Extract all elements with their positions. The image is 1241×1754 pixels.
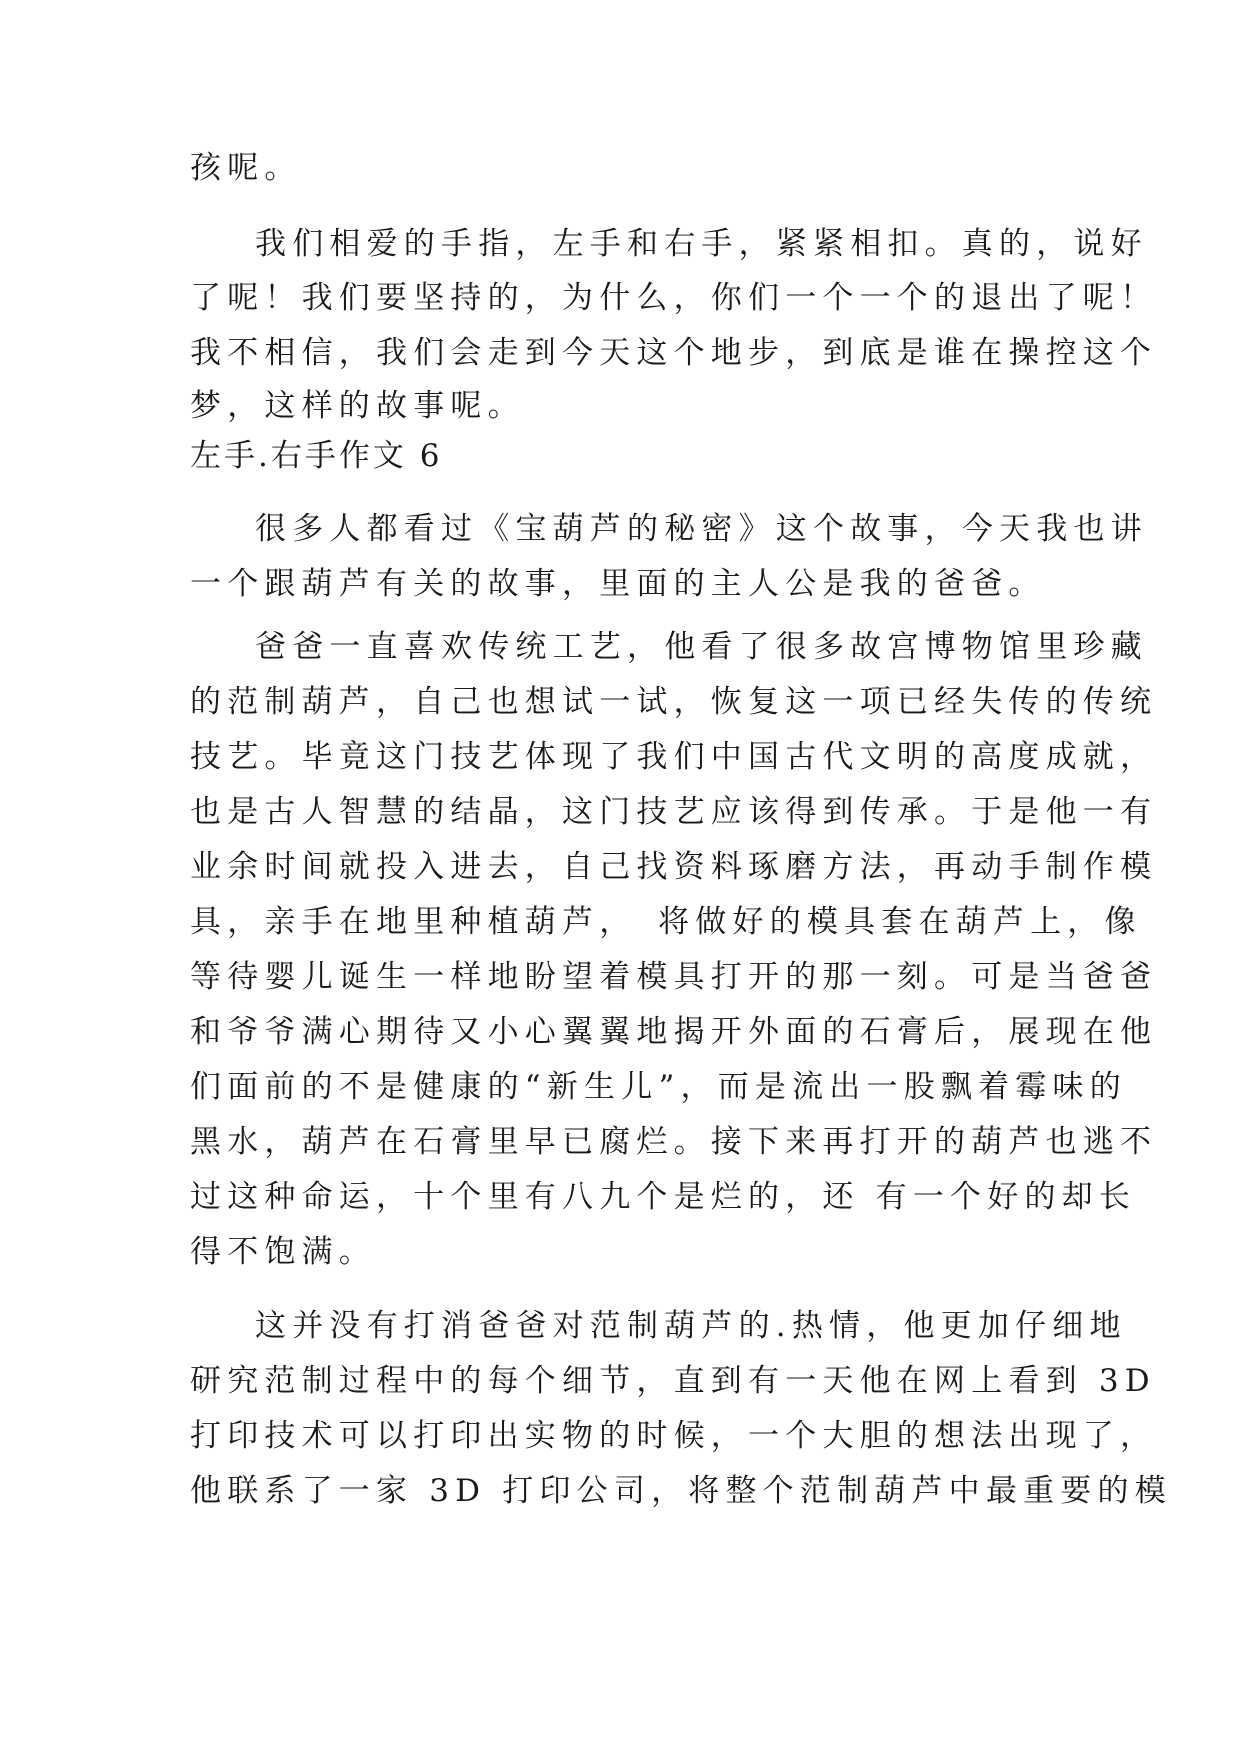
paragraph-first-line: 爸爸一直喜欢传统工艺，他看了很多故宫博物馆里珍藏 (255, 629, 1148, 665)
text-line: 黑水，葫芦在石膏里早已腐烂。接下来再打开的葫芦也逃不 (190, 1124, 1158, 1160)
paragraph-first-line: 我们相爱的手指，左手和右手，紧紧相扣。真的，说好 (255, 226, 1148, 262)
text-line: 他联系了一家 3D 打印公司，将整个范制葫芦中最重要的模 (190, 1473, 1172, 1509)
text-line: 过这种命运，十个里有八九个是烂的，还 有一个好的却长 (190, 1179, 1137, 1215)
text-line: 等待婴儿诞生一样地盼望着模具打开的那一刻。可是当爸爸 (190, 959, 1158, 995)
text-line: 和爷爷满心期待又小心翼翼地揭开外面的石膏后，展现在他 (190, 1014, 1158, 1050)
text-line: 梦，这样的故事呢。 (190, 388, 525, 424)
section-heading: 左手.右手作文 6 (190, 438, 443, 474)
paragraph-first-line: 这并没有打消爸爸对范制葫芦的.热情，他更加仔细地 (255, 1308, 1127, 1344)
text-line: 了呢！我们要坚持的，为什么，你们一个一个的退出了呢！ (190, 280, 1158, 316)
text-line: 具，亲手在地里种植葫芦， 将做好的模具套在葫芦上，像 (190, 904, 1142, 940)
text-line: 我不相信，我们会走到今天这个地步，到底是谁在操控这个 (190, 335, 1158, 371)
text-line: 一个跟葫芦有关的故事，里面的主人公是我的爸爸。 (190, 566, 1046, 602)
text-line: 们面前的不是健康的“新生儿”，而是流出一股飘着霉味的 (190, 1069, 1127, 1105)
text-line: 打印技术可以打印出实物的时候，一个大胆的想法出现了， (190, 1418, 1158, 1454)
text-line: 得不饱满。 (190, 1234, 376, 1270)
text-line: 业余时间就投入进去，自己找资料琢磨方法，再动手制作模 (190, 849, 1158, 885)
text-line: 孩呢。 (190, 150, 302, 186)
text-line: 的范制葫芦，自己也想试一试，恢复这一项已经失传的传统 (190, 684, 1158, 720)
text-line: 技艺。毕竟这门技艺体现了我们中国古代文明的高度成就， (190, 739, 1158, 775)
paragraph-first-line: 很多人都看过《宝葫芦的秘密》这个故事，今天我也讲 (255, 511, 1148, 547)
text-line: 研究范制过程中的每个细节，直到有一天他在网上看到 3D (190, 1363, 1156, 1399)
text-line: 也是古人智慧的结晶，这门技艺应该得到传承。于是他一有 (190, 794, 1158, 830)
